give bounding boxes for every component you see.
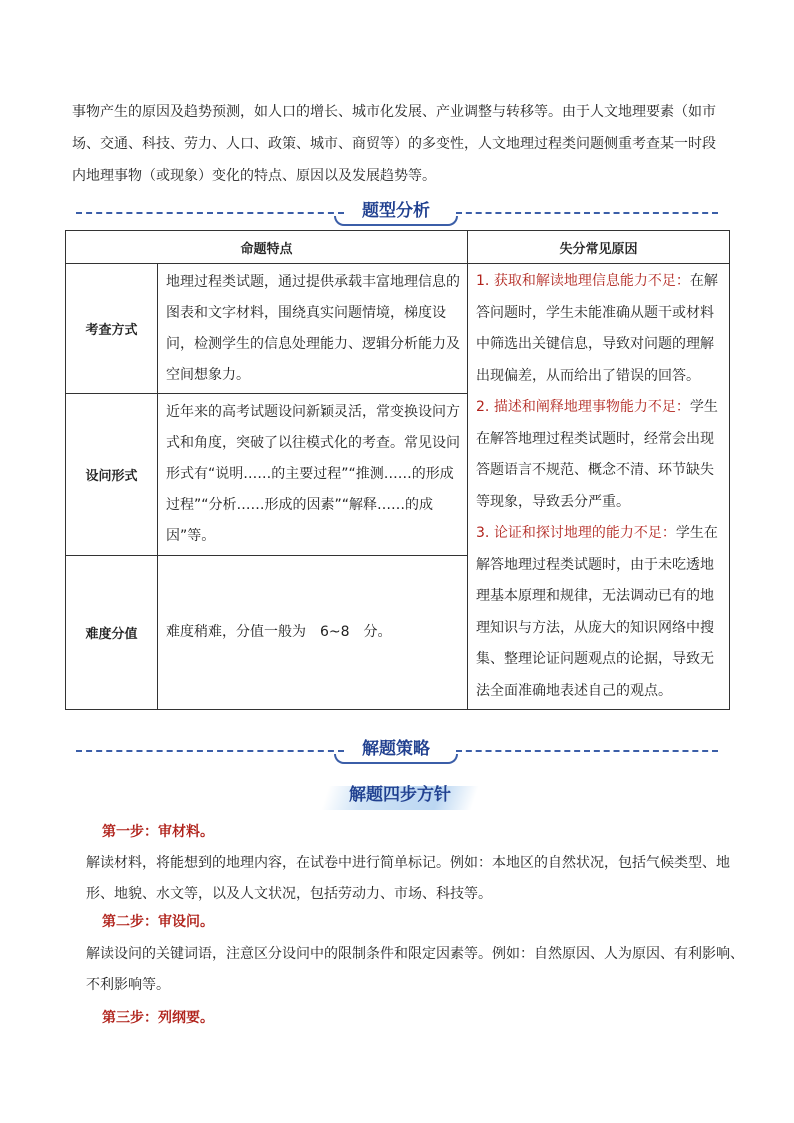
step-label: 第二步：审设问。 — [102, 914, 214, 930]
step-label: 第三步：列纲要。 — [102, 1010, 214, 1026]
row-text: 地理过程类试题，通过提供承载丰富地理信息的图表和文字材料，围绕真实问题情境，梯度设问，检测学生的信息处理能力、逻辑分析能力及空间想象力。 — [158, 264, 468, 394]
reason-item — [476, 518, 723, 707]
row-text: 难度稍难，分值一般为 6~8 分。 — [158, 555, 468, 709]
row-label: 设问形式 — [66, 394, 158, 555]
analysis-table — [65, 230, 730, 710]
step-label: 第一步：审材料。 — [102, 824, 214, 840]
subtitle-banner — [325, 782, 475, 812]
dashed-divider — [456, 750, 718, 752]
reason-head: 2. 描述和阐释地理事物能力不足： — [476, 399, 690, 415]
intro-line: 事物产生的原因及趋势预测，如人口的增长、城市化发展、产业调整与转移等。由于人文地理要素（如市 — [72, 104, 716, 120]
section-title-tab — [334, 736, 458, 764]
row-label: 难度分值 — [66, 555, 158, 709]
tab-underline — [334, 216, 458, 226]
section-title-tab — [334, 198, 458, 226]
step-text: 解读材料，将能想到的地理内容，在试卷中进行简单标记。例如：本地区的自然状况，包括气候类型、地形、地貌、水文等，以及人文状况，包括劳动力、市场、科技等。 — [86, 855, 730, 902]
section-banner-analysis — [66, 198, 730, 228]
reason-body: 在解答问题时，学生未能准确从题干或材料中筛选出关键信息，导致对问题的理解出现偏差，从而给出了错误的回答。 — [476, 273, 718, 384]
reason-body: 学生在解答地理过程类试题时，由于未吃透地理基本原理和规律，无法调动已有的地理知识与方法，从庞大的知识网络中搜集、整理论证问题观点的论据，导致无法全面准确地表述自己的观点。 — [476, 525, 718, 699]
subtitle-text: 解题四步方针 — [349, 785, 451, 805]
table-row — [66, 264, 730, 394]
section-title: 解题策略 — [362, 739, 430, 759]
reason-head: 1. 获取和解读地理信息能力不足： — [476, 273, 690, 289]
row-text: 近年来的高考试题设问新颖灵活，常变换设问方式和角度，突破了以往模式化的考查。常见设问形式有“说明……的主要过程”“推测……的形成过程”“分析……形成的因素”“解释……的成因”等。 — [158, 394, 468, 555]
row-label: 考查方式 — [66, 264, 158, 394]
dashed-divider — [76, 212, 344, 214]
intro-line: 内地理事物（或现象）变化的特点、原因以及发展趋势等。 — [72, 168, 436, 184]
header-cell: 命题特点 — [66, 231, 468, 264]
reason-head: 3. 论证和探讨地理的能力不足： — [476, 525, 676, 541]
header-cell: 失分常见原因 — [468, 231, 730, 264]
section-title: 题型分析 — [362, 201, 430, 221]
dashed-divider — [456, 212, 718, 214]
dashed-divider — [76, 750, 344, 752]
reason-item — [476, 266, 723, 392]
reasons-cell — [468, 264, 730, 710]
table-header-row — [66, 231, 730, 264]
step-text: 解读设问的关键词语，注意区分设问中的限制条件和限定因素等。例如：自然原因、人为原因、有利影响、不利影响等。 — [86, 946, 744, 993]
reason-body: 学生在解答地理过程类试题时，经常会出现答题语言不规范、概念不清、环节缺失等现象，导致丢分严重。 — [476, 399, 718, 510]
intro-line: 场、交通、科技、劳力、人口、政策、城市、商贸等）的多变性，人文地理过程类问题侧重考查某一时段 — [72, 136, 716, 152]
section-banner-strategy — [66, 736, 730, 766]
tab-underline — [334, 754, 458, 764]
reason-item — [476, 392, 723, 518]
